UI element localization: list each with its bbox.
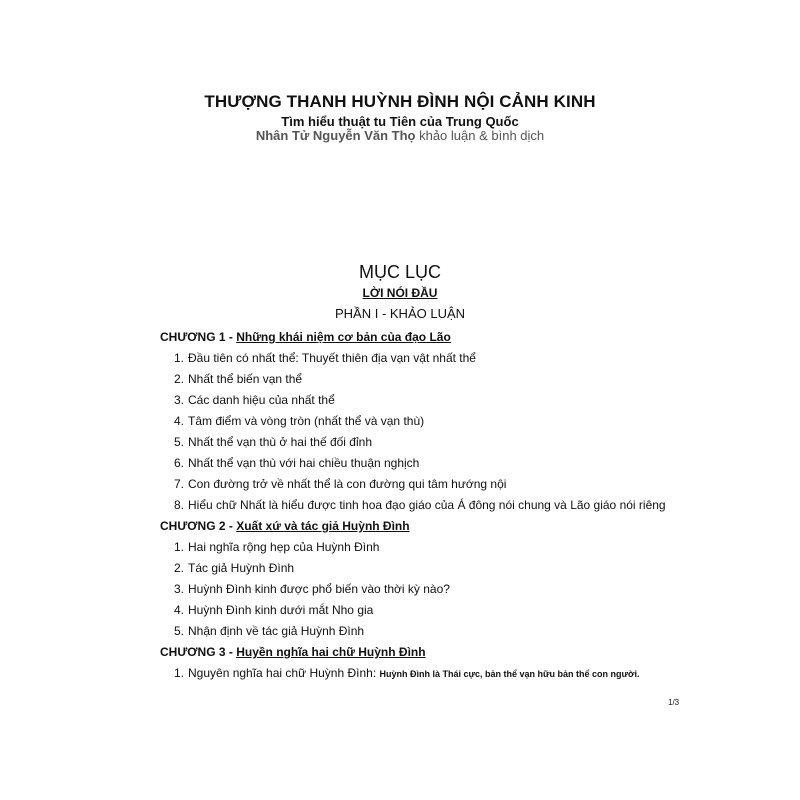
toc-item[interactable]: [174, 561, 294, 575]
item-extra-text: Huỳnh Đình là Thái cực, bản thể vạn hữu bản thể con người.: [379, 669, 640, 679]
item-number: 7.: [174, 477, 185, 491]
item-number: 3.: [174, 582, 185, 596]
item-text: Tác giả Huỳnh Đình: [188, 561, 295, 575]
item-text: Huỳnh Đình kinh được phổ biến vào thời kỳ nào?: [188, 582, 450, 596]
toc-item[interactable]: [174, 540, 379, 554]
chapter-label: CHƯƠNG 1 -: [160, 330, 237, 344]
toc-item[interactable]: [174, 435, 372, 449]
toc-part-heading: PHẦN I - KHẢO LUẬN: [334, 306, 466, 321]
toc-chapter-3: [160, 645, 426, 659]
toc-item[interactable]: [174, 582, 450, 596]
toc-item[interactable]: [174, 456, 419, 470]
author-role: khảo luận & bình dịch: [415, 128, 545, 143]
toc-chapter-1: [160, 330, 451, 344]
item-number: 2.: [174, 561, 185, 575]
item-number: 4.: [174, 414, 185, 428]
author-line: [0, 128, 800, 143]
chapter-label: CHƯƠNG 2 -: [160, 519, 237, 533]
toc-chapter-2: [160, 519, 410, 533]
item-text: Hai nghĩa rộng hẹp của Huỳnh Đình: [188, 540, 380, 554]
item-number: 8.: [174, 498, 185, 512]
item-text: Nhất thể vạn thù với hai chiều thuận nghịch: [188, 456, 420, 470]
chapter-title-link[interactable]: Những khái niệm cơ bản của đạo Lão: [236, 330, 451, 344]
item-text: Các danh hiệu của nhất thể: [188, 393, 335, 407]
toc-item[interactable]: [174, 603, 373, 617]
toc-item[interactable]: [174, 498, 666, 512]
item-text: Tâm điểm và vòng tròn (nhất thể và vạn thù): [188, 414, 425, 428]
item-text: Nhất thể vạn thù ở hai thế đối đỉnh: [188, 435, 372, 449]
document-subtitle: Tìm hiểu thuật tu Tiên của Trung Quốc: [281, 114, 519, 129]
item-number: 5.: [174, 435, 185, 449]
chapter-title-link[interactable]: Xuất xứ và tác giả Huỳnh Đình: [236, 519, 410, 533]
author-name: Nhân Tử Nguyễn Văn Thọ: [255, 128, 416, 143]
chapter-title-link[interactable]: Huyền nghĩa hai chữ Huỳnh Đình: [236, 645, 426, 659]
item-number: 1.: [174, 351, 185, 365]
item-number: 1.: [174, 540, 185, 554]
chapter-label: CHƯƠNG 3 -: [160, 645, 237, 659]
toc-heading: MỤC LỤC: [358, 262, 441, 282]
item-text: Nguyên nghĩa hai chữ Huỳnh Đình:: [188, 666, 380, 680]
item-number: 2.: [174, 372, 185, 386]
toc-item[interactable]: [174, 624, 364, 638]
toc-item[interactable]: [174, 414, 424, 428]
document-title: THƯỢNG THANH HUỲNH ĐÌNH NỘI CẢNH KINH: [204, 92, 596, 111]
item-text: Huỳnh Đình kinh dưới mắt Nho gia: [188, 603, 374, 617]
toc-item[interactable]: [174, 351, 476, 365]
item-number: 1.: [174, 666, 185, 680]
toc-preface-link[interactable]: LỜI NÓI ĐẦU: [362, 286, 438, 300]
toc-item[interactable]: [174, 372, 302, 386]
item-number: 4.: [174, 603, 185, 617]
item-text: Hiểu chữ Nhất là hiểu được tinh hoa đạo giáo của Á đông nói chung và Lão giáo nói riêng: [188, 498, 666, 512]
page-number: 1/3: [668, 698, 680, 707]
item-text: Nhất thể biến vạn thể: [188, 372, 303, 386]
item-number: 5.: [174, 624, 185, 638]
item-number: 3.: [174, 393, 185, 407]
item-text: Con đường trở về nhất thể là con đường qui tâm hướng nội: [188, 477, 507, 491]
toc-item[interactable]: [174, 666, 639, 680]
item-text: Đầu tiên có nhất thể: Thuyết thiên địa vạn vật nhất thể: [188, 351, 476, 365]
toc-item[interactable]: [174, 393, 335, 407]
item-number: 6.: [174, 456, 185, 470]
toc-item[interactable]: [174, 477, 506, 491]
item-text: Nhận định về tác giả Huỳnh Đình: [188, 624, 365, 638]
